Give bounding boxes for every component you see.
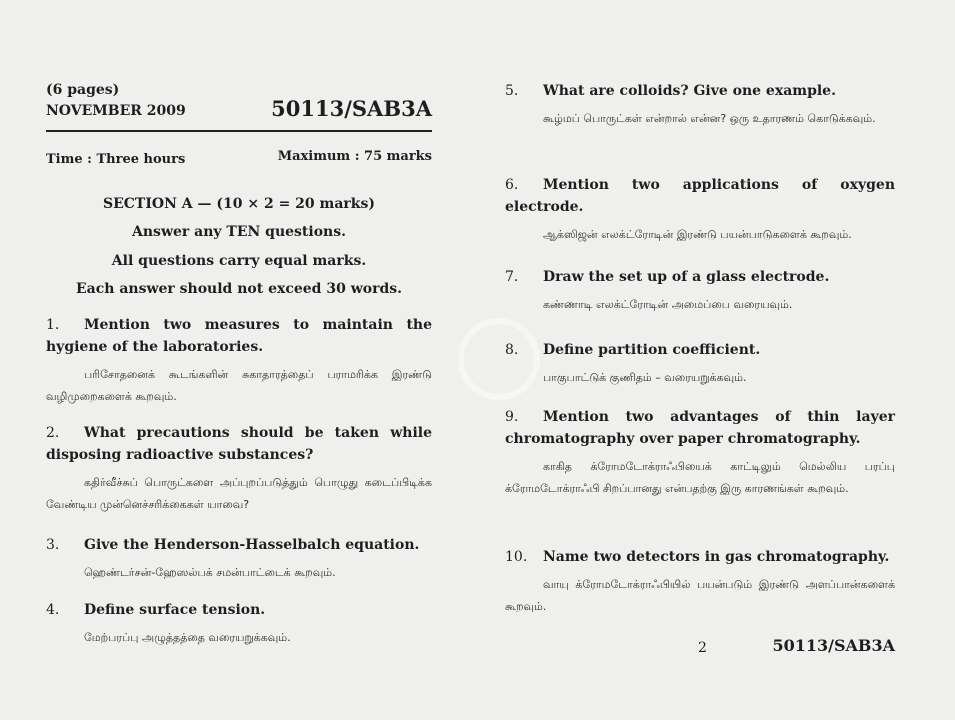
- instruction-answer: Answer any TEN questions.: [132, 224, 346, 240]
- question-number: 2.: [46, 425, 60, 441]
- instruction-equal: All questions carry equal marks.: [111, 253, 367, 269]
- question-text-tamil: கூழ்மப் பொருட்கள் என்றால் என்ன? ஒரு உதாரணம் கொடுக்கவும்.: [543, 112, 876, 125]
- question-6: [505, 174, 895, 246]
- question-text: What precautions should be taken while disposing radioactive substances?: [46, 425, 432, 463]
- question-text-tamil: ஹெண்டர்சன்-ஹேஸல்பக் சமன்பாட்டைக் கூறவும்.: [84, 566, 336, 579]
- exam-time: Time : Three hours: [46, 152, 186, 167]
- question-number: 1.: [46, 317, 60, 333]
- question-number: 7.: [505, 269, 519, 285]
- question-text-tamil: காகித க்ரோமடோக்ராஃபியைக் காட்டிலும் மெல்லிய பரப்பு க்ரோமடோக்ராஃபி சிறப்பானது என்பதற்கு இரு காரணங்கள் கூறவும்.: [505, 460, 895, 495]
- question-text: Mention two applications of oxygen electrode.: [505, 177, 895, 215]
- question-4: [46, 599, 432, 649]
- question-9: [505, 406, 895, 500]
- page-count: (6 pages): [46, 82, 120, 98]
- question-text-tamil: கண்ணாடி எலக்ட்ரோடின் அமைப்பை வரையவும்.: [543, 298, 793, 311]
- question-number: 10.: [505, 549, 528, 565]
- question-text-tamil: பாகுபாட்டுக் குணிதம் – வரையறுக்கவும்.: [543, 371, 747, 384]
- question-number: 5.: [505, 83, 519, 99]
- question-number: 9.: [505, 409, 519, 425]
- question-text: Name two detectors in gas chromatography.: [543, 549, 890, 565]
- section-title: SECTION A — (10 × 2 = 20 marks): [103, 196, 375, 212]
- question-text: Mention two measures to maintain the hygiene of the laboratories.: [46, 317, 432, 355]
- question-text-tamil: வாயு க்ரோமடோக்ராஃபியில் பயன்படும் இரண்டு அளப்பான்களைக் கூறவும்.: [505, 578, 895, 613]
- question-10: [505, 546, 895, 618]
- question-number: 8.: [505, 342, 519, 358]
- footer-paper-code: 50113/SAB3A: [772, 636, 895, 655]
- question-text: Draw the set up of a glass electrode.: [543, 269, 830, 285]
- question-text: Mention two advantages of thin layer chromatography over paper chromatography.: [505, 409, 895, 447]
- question-number: 3.: [46, 537, 60, 553]
- header-divider: [46, 130, 432, 132]
- question-2: [46, 422, 432, 516]
- question-7: [505, 266, 895, 316]
- paper-code: 50113/SAB3A: [271, 96, 432, 121]
- question-3: [46, 534, 432, 584]
- question-8: [505, 339, 895, 389]
- question-text-tamil: கதிர்வீச்சுப் பொருட்களை அப்புறப்படுத்தும் பொழுது கடைப்பிடிக்க வேண்டிய முன்னெச்சரிக்கைகள் யாவை?: [46, 476, 432, 511]
- question-text: Define surface tension.: [84, 602, 266, 618]
- max-marks: Maximum : 75 marks: [277, 149, 432, 164]
- question-1: [46, 314, 432, 408]
- instruction-words: Each answer should not exceed 30 words.: [76, 281, 402, 297]
- page-number: 2: [698, 640, 707, 656]
- question-5: [505, 80, 895, 130]
- question-text-tamil: மேற்பரப்பு அழுத்தத்தை வரையறுக்கவும்.: [84, 631, 291, 644]
- question-number: 6.: [505, 177, 519, 193]
- question-text: Give the Henderson-Hasselbalch equation.: [84, 537, 420, 553]
- question-text: Define partition coefficient.: [543, 342, 761, 358]
- question-text: What are colloids? Give one example.: [543, 83, 836, 99]
- question-text-tamil: பரிசோதனைக் கூடங்களின் சுகாதாரத்தைப் பராமரிக்க இரண்டு வழிமுறைகளைக் கூறவும்.: [46, 368, 432, 403]
- question-number: 4.: [46, 602, 60, 618]
- exam-date: NOVEMBER 2009: [46, 103, 186, 119]
- question-text-tamil: ஆக்ஸிஜன் எலக்ட்ரோடின் இரண்டு பயன்பாடுகளைக் கூறவும்.: [543, 228, 852, 241]
